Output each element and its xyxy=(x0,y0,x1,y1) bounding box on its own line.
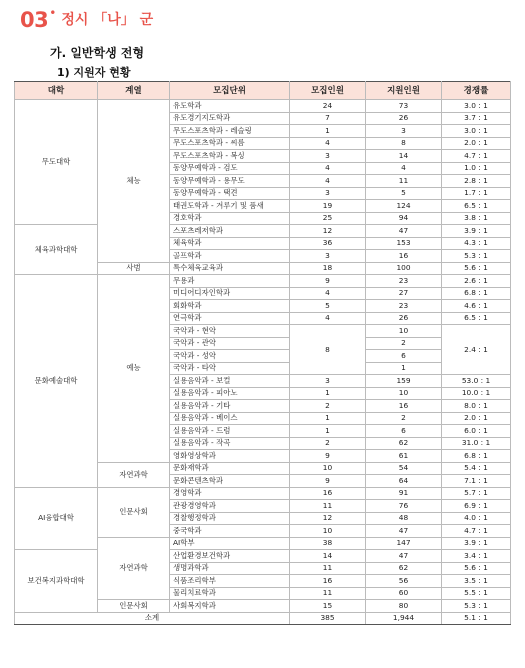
col-header-applicants: 지원인원 xyxy=(366,82,442,100)
quota-cell: 4 xyxy=(290,287,366,300)
applicants-cell: 5 xyxy=(366,187,442,200)
quota-cell: 1 xyxy=(290,425,366,438)
subheading: 1) 지원자 현황 xyxy=(57,66,131,79)
col-header-unit: 모집단위 xyxy=(170,82,290,100)
quota-cell: 25 xyxy=(290,212,366,225)
quota-cell: 3 xyxy=(290,250,366,263)
applicants-cell: 47 xyxy=(366,525,442,538)
quota-cell: 24 xyxy=(290,100,366,113)
quota-cell: 19 xyxy=(290,200,366,213)
applicants-cell: 2 xyxy=(366,337,442,350)
table-row xyxy=(15,100,511,113)
univ-cell: 보건복지과학대학 xyxy=(15,550,98,613)
table-row xyxy=(15,275,511,288)
applicants-cell: 56 xyxy=(366,575,442,588)
applicants-cell: 4 xyxy=(366,162,442,175)
unit-cell: 골프학과 xyxy=(170,250,290,263)
unit-cell: 산업환경보건학과 xyxy=(170,550,290,563)
ratio-cell: 3.9 : 1 xyxy=(442,225,511,238)
applicants-cell: 8 xyxy=(366,137,442,150)
applicants-cell: 153 xyxy=(366,237,442,250)
univ-cell: AI융합대학 xyxy=(15,487,98,550)
unit-cell: 국악과 - 현악 xyxy=(170,325,290,338)
ratio-cell: 5.7 : 1 xyxy=(442,487,511,500)
applicants-cell: 73 xyxy=(366,100,442,113)
ratio-cell: 6.9 : 1 xyxy=(442,500,511,513)
quota-cell: 18 xyxy=(290,262,366,275)
applicants-cell: 23 xyxy=(366,300,442,313)
applicants-cell: 6 xyxy=(366,425,442,438)
unit-cell: 경영학과 xyxy=(170,487,290,500)
applicants-cell: 91 xyxy=(366,487,442,500)
applicants-cell: 47 xyxy=(366,225,442,238)
unit-cell: 유도경기지도학과 xyxy=(170,112,290,125)
applicants-cell: 76 xyxy=(366,500,442,513)
ratio-cell: 53.0 : 1 xyxy=(442,375,511,388)
unit-cell: 국악과 - 성악 xyxy=(170,350,290,363)
unit-cell: 무용과 xyxy=(170,275,290,288)
quota-cell: 9 xyxy=(290,275,366,288)
series-cell: 자연과학 xyxy=(98,462,170,487)
quota-cell: 38 xyxy=(290,537,366,550)
quota-cell: 4 xyxy=(290,312,366,325)
applicants-cell: 54 xyxy=(366,462,442,475)
ratio-cell: 3.7 : 1 xyxy=(442,112,511,125)
ratio-cell: 6.8 : 1 xyxy=(442,287,511,300)
quota-cell: 4 xyxy=(290,137,366,150)
ratio-cell: 2.8 : 1 xyxy=(442,175,511,188)
univ-cell: 무도대학 xyxy=(15,100,98,225)
ratio-cell: 10.0 : 1 xyxy=(442,387,511,400)
applicants-cell: 159 xyxy=(366,375,442,388)
ratio-cell: 3.4 : 1 xyxy=(442,550,511,563)
applicants-cell: 1 xyxy=(366,362,442,375)
total-row xyxy=(15,612,511,625)
section-dot: • xyxy=(49,6,57,20)
applicants-cell: 3 xyxy=(366,125,442,138)
series-cell: 인문사회 xyxy=(98,600,170,613)
unit-cell: 무도스포츠학과 - 레슬링 xyxy=(170,125,290,138)
univ-cell: 체육과학대학 xyxy=(15,225,98,275)
ratio-cell: 6.0 : 1 xyxy=(442,425,511,438)
quota-cell: 1 xyxy=(290,412,366,425)
quota-cell: 7 xyxy=(290,112,366,125)
unit-cell: 동양무예학과 - 택견 xyxy=(170,187,290,200)
unit-cell: 문화재학과 xyxy=(170,462,290,475)
ratio-cell: 6.5 : 1 xyxy=(442,312,511,325)
ratio-cell: 3.0 : 1 xyxy=(442,100,511,113)
ratio-cell: 2.4 : 1 xyxy=(442,325,511,375)
unit-cell: 물리치료학과 xyxy=(170,587,290,600)
ratio-cell: 3.0 : 1 xyxy=(442,125,511,138)
ratio-cell: 5.4 : 1 xyxy=(442,462,511,475)
section-number: 03 xyxy=(20,8,49,32)
quota-cell: 12 xyxy=(290,225,366,238)
applicants-cell: 2 xyxy=(366,412,442,425)
series-cell: 자연과학 xyxy=(98,537,170,600)
ratio-cell: 3.5 : 1 xyxy=(442,575,511,588)
ratio-cell: 2.6 : 1 xyxy=(442,275,511,288)
quota-cell: 15 xyxy=(290,600,366,613)
ratio-cell: 7.1 : 1 xyxy=(442,475,511,488)
unit-cell: 동양무예학과 - 검도 xyxy=(170,162,290,175)
section-title: 정시 「나」 군 xyxy=(61,12,154,28)
series-cell: 사범 xyxy=(98,262,170,275)
unit-cell: 식품조리학부 xyxy=(170,575,290,588)
total-applicants: 1,944 xyxy=(366,612,442,625)
heading: 가. 일반학생 전형 xyxy=(50,46,145,60)
quota-cell: 10 xyxy=(290,525,366,538)
unit-cell: 경호학과 xyxy=(170,212,290,225)
unit-cell: 연극학과 xyxy=(170,312,290,325)
ratio-cell: 4.7 : 1 xyxy=(442,150,511,163)
ratio-cell: 5.3 : 1 xyxy=(442,600,511,613)
applicants-table xyxy=(14,81,511,625)
quota-cell: 11 xyxy=(290,500,366,513)
quota-cell: 4 xyxy=(290,175,366,188)
unit-cell: 문화콘텐츠학과 xyxy=(170,475,290,488)
unit-cell: 무도스포츠학과 - 복싱 xyxy=(170,150,290,163)
quota-cell: 11 xyxy=(290,587,366,600)
table-header-row xyxy=(15,82,511,100)
unit-cell: 실용음악과 - 보컬 xyxy=(170,375,290,388)
applicants-cell: 100 xyxy=(366,262,442,275)
quota-cell: 1 xyxy=(290,125,366,138)
applicants-cell: 124 xyxy=(366,200,442,213)
ratio-cell: 4.0 : 1 xyxy=(442,512,511,525)
unit-cell: 실용음악과 - 드럼 xyxy=(170,425,290,438)
series-cell: 인문사회 xyxy=(98,487,170,537)
applicants-cell: 48 xyxy=(366,512,442,525)
ratio-cell: 3.8 : 1 xyxy=(442,212,511,225)
total-quota: 385 xyxy=(290,612,366,625)
quota-cell: 3 xyxy=(290,375,366,388)
quota-cell: 2 xyxy=(290,400,366,413)
unit-cell: 무도스포츠학과 - 씨름 xyxy=(170,137,290,150)
applicants-cell: 23 xyxy=(366,275,442,288)
series-cell: 예능 xyxy=(98,275,170,463)
section-header xyxy=(20,8,153,34)
quota-cell: 10 xyxy=(290,462,366,475)
quota-cell: 1 xyxy=(290,387,366,400)
applicants-cell: 14 xyxy=(366,150,442,163)
quota-cell: 9 xyxy=(290,450,366,463)
ratio-cell: 1.7 : 1 xyxy=(442,187,511,200)
total-label: 소계 xyxy=(15,612,290,625)
unit-cell: 생명과학과 xyxy=(170,562,290,575)
applicants-cell: 64 xyxy=(366,475,442,488)
quota-cell: 11 xyxy=(290,562,366,575)
ratio-cell: 4.7 : 1 xyxy=(442,525,511,538)
applicants-cell: 26 xyxy=(366,312,442,325)
unit-cell: 영화영상학과 xyxy=(170,450,290,463)
ratio-cell: 5.6 : 1 xyxy=(442,562,511,575)
quota-cell: 9 xyxy=(290,475,366,488)
ratio-cell: 5.5 : 1 xyxy=(442,587,511,600)
applicants-cell: 147 xyxy=(366,537,442,550)
ratio-cell: 3.9 : 1 xyxy=(442,537,511,550)
unit-cell: 관광경영학과 xyxy=(170,500,290,513)
applicants-cell: 27 xyxy=(366,287,442,300)
applicants-cell: 11 xyxy=(366,175,442,188)
col-header-series: 계열 xyxy=(98,82,170,100)
univ-cell: 문화예술대학 xyxy=(15,275,98,488)
applicants-cell: 94 xyxy=(366,212,442,225)
ratio-cell: 5.6 : 1 xyxy=(442,262,511,275)
unit-cell: 유도학과 xyxy=(170,100,290,113)
table-row xyxy=(15,225,511,238)
applicants-cell: 61 xyxy=(366,450,442,463)
unit-cell: 실용음악과 - 작곡 xyxy=(170,437,290,450)
ratio-cell: 6.8 : 1 xyxy=(442,450,511,463)
col-header-univ: 대학 xyxy=(15,82,98,100)
quota-cell: 12 xyxy=(290,512,366,525)
col-header-ratio: 경쟁률 xyxy=(442,82,511,100)
ratio-cell: 6.5 : 1 xyxy=(442,200,511,213)
unit-cell: 중국학과 xyxy=(170,525,290,538)
unit-cell: 실용음악과 - 베이스 xyxy=(170,412,290,425)
table-row xyxy=(15,487,511,500)
applicants-cell: 47 xyxy=(366,550,442,563)
unit-cell: 태권도학과 - 겨루기 및 품새 xyxy=(170,200,290,213)
total-ratio: 5.1 : 1 xyxy=(442,612,511,625)
applicants-cell: 10 xyxy=(366,325,442,338)
unit-cell: 실용음악과 - 피아노 xyxy=(170,387,290,400)
unit-cell: 국악과 - 타악 xyxy=(170,362,290,375)
ratio-cell: 8.0 : 1 xyxy=(442,400,511,413)
unit-cell: 미디어디자인학과 xyxy=(170,287,290,300)
applicants-cell: 26 xyxy=(366,112,442,125)
ratio-cell: 4.3 : 1 xyxy=(442,237,511,250)
applicants-cell: 6 xyxy=(366,350,442,363)
table-row xyxy=(15,550,511,563)
applicants-cell: 16 xyxy=(366,400,442,413)
series-cell: 체능 xyxy=(98,100,170,263)
quota-cell: 3 xyxy=(290,150,366,163)
applicants-cell: 60 xyxy=(366,587,442,600)
ratio-cell: 1.0 : 1 xyxy=(442,162,511,175)
applicants-cell: 10 xyxy=(366,387,442,400)
ratio-cell: 4.6 : 1 xyxy=(442,300,511,313)
quota-cell: 16 xyxy=(290,487,366,500)
col-header-quota: 모집인원 xyxy=(290,82,366,100)
applicants-cell: 80 xyxy=(366,600,442,613)
quota-cell: 5 xyxy=(290,300,366,313)
unit-cell: 스포츠레저학과 xyxy=(170,225,290,238)
unit-cell: 특수체육교육과 xyxy=(170,262,290,275)
applicants-cell: 16 xyxy=(366,250,442,263)
quota-cell: 4 xyxy=(290,162,366,175)
applicants-cell: 62 xyxy=(366,437,442,450)
unit-cell: 실용음악과 - 기타 xyxy=(170,400,290,413)
ratio-cell: 2.0 : 1 xyxy=(442,412,511,425)
ratio-cell: 2.0 : 1 xyxy=(442,137,511,150)
unit-cell: 경찰행정학과 xyxy=(170,512,290,525)
unit-cell: 회화학과 xyxy=(170,300,290,313)
quota-cell: 16 xyxy=(290,575,366,588)
unit-cell: 체육학과 xyxy=(170,237,290,250)
quota-cell: 14 xyxy=(290,550,366,563)
unit-cell: 동양무예학과 - 용무도 xyxy=(170,175,290,188)
quota-cell: 36 xyxy=(290,237,366,250)
unit-cell: 사회복지학과 xyxy=(170,600,290,613)
quota-cell: 2 xyxy=(290,437,366,450)
ratio-cell: 5.3 : 1 xyxy=(442,250,511,263)
ratio-cell: 31.0 : 1 xyxy=(442,437,511,450)
unit-cell: AI학부 xyxy=(170,537,290,550)
unit-cell: 국악과 - 관악 xyxy=(170,337,290,350)
applicants-cell: 62 xyxy=(366,562,442,575)
quota-cell: 3 xyxy=(290,187,366,200)
quota-cell: 8 xyxy=(290,325,366,375)
